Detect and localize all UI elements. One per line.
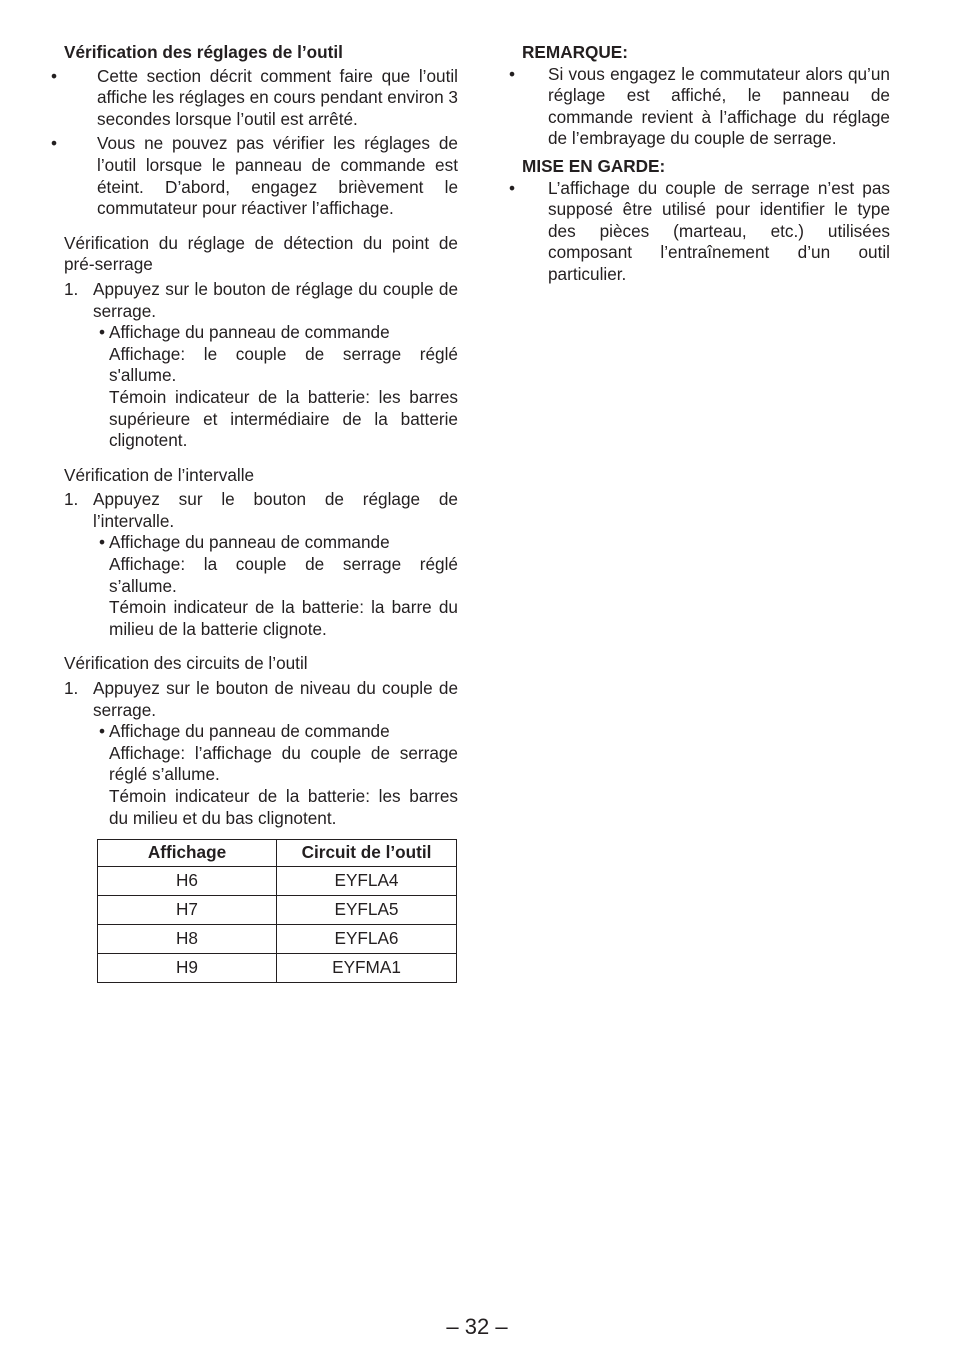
table-cell: EYFLA4 xyxy=(277,867,457,896)
step-details xyxy=(64,322,458,452)
bullet-mark: • xyxy=(51,65,58,86)
battery-text: Témoin indicateur de la batterie: la barre du milieu de la batterie clignote. xyxy=(109,597,458,639)
bullet-text: Vous ne pouvez pas vérifier les réglages de l’outil lorsque le panneau de commande est éteint. D’abord, engagez brièvement le commutateur pour réactiver l’affichage. xyxy=(97,133,458,219)
step-number: 1. xyxy=(64,489,79,510)
bullet-item xyxy=(51,65,458,131)
step-text: Appuyez sur le bouton de niveau du couple de serrage. xyxy=(93,678,458,720)
table-cell: H9 xyxy=(98,954,277,983)
remarque-heading: REMARQUE: xyxy=(522,42,628,62)
panel-label: Affichage du panneau de commande xyxy=(109,532,390,553)
bullet-mark: • xyxy=(509,63,516,84)
mise-en-garde-heading: MISE EN GARDE: xyxy=(522,155,666,176)
table-cell: H6 xyxy=(98,867,277,896)
step-number: 1. xyxy=(64,678,79,699)
numbered-step xyxy=(64,279,458,322)
panel-label: Affichage du panneau de commande xyxy=(109,721,390,742)
bullet-text: Cette section décrit comment faire que l’outil affiche les réglages en cours pendant environ 3 secondes lorsque l’outil est arrêté. xyxy=(97,65,458,129)
table-cell: H8 xyxy=(98,925,277,954)
bullet-mark: • xyxy=(51,133,58,154)
numbered-step xyxy=(64,489,458,532)
remarque-text: Si vous engagez le commutateur alors qu’un réglage est affiché, le panneau de commande revient à l’affichage du réglage de l’embrayage du couple de serrage. xyxy=(548,63,890,149)
section-heading: Vérification des réglages de l’outil xyxy=(64,42,343,62)
table-header-row xyxy=(98,840,457,867)
display-text: Affichage: l’affichage du couple de serrage réglé s’allume. xyxy=(109,742,458,785)
step-text: Appuyez sur le bouton de réglage du couple de serrage. xyxy=(93,278,458,321)
step-number: 1. xyxy=(64,278,79,299)
subsection-title: Vérification des circuits de l’outil xyxy=(64,653,308,674)
step-text: Appuyez sur le bouton de réglage de l’intervalle. xyxy=(93,489,458,531)
table-row xyxy=(98,867,457,896)
subsection-title: Vérification du réglage de détection du point de pré-serrage xyxy=(64,232,458,275)
table-cell: H7 xyxy=(98,896,277,925)
column-header: Circuit de l’outil xyxy=(277,840,457,867)
mise-en-garde-text: L’affichage du couple de serrage n’est pas supposé être utilisé pour identifier le type des pièces (marteau, etc.) utilisées composant l’entraînement d’un outil particulier. xyxy=(548,177,890,284)
subsection-title: Vérification de l’intervalle xyxy=(64,464,255,485)
table-row xyxy=(98,896,457,925)
circuit-table xyxy=(97,839,457,983)
panel-label: Affichage du panneau de commande xyxy=(109,322,390,343)
display-text: Affichage: le couple de serrage réglé s'allume. xyxy=(109,343,458,386)
bullet-item xyxy=(51,133,458,219)
bullet-mark: • xyxy=(509,177,516,198)
table-row xyxy=(98,925,457,954)
bullet-item xyxy=(509,63,890,150)
table-cell: EYFLA6 xyxy=(277,925,457,954)
bullet-item xyxy=(509,177,890,286)
step-details xyxy=(64,721,458,829)
display-text: Affichage: la couple de serrage réglé s’allume. xyxy=(109,554,458,596)
bullet-mark: • xyxy=(99,322,106,343)
battery-text: Témoin indicateur de la batterie: les barres supérieure et intermédiaire de la batterie clignotent. xyxy=(109,386,458,451)
table-cell: EYFMA1 xyxy=(277,954,457,983)
step-details xyxy=(64,532,458,640)
page-number: – 32 – xyxy=(446,1314,508,1339)
column-header: Affichage xyxy=(98,840,277,867)
table-cell: EYFLA5 xyxy=(277,896,457,925)
left-column xyxy=(51,42,458,983)
battery-text: Témoin indicateur de la batterie: les barres du milieu et du bas clignotent. xyxy=(109,786,458,828)
bullet-mark: • xyxy=(99,532,106,553)
right-column xyxy=(509,42,890,286)
table-row xyxy=(98,954,457,983)
numbered-step xyxy=(64,678,458,721)
bullet-mark: • xyxy=(99,721,106,742)
